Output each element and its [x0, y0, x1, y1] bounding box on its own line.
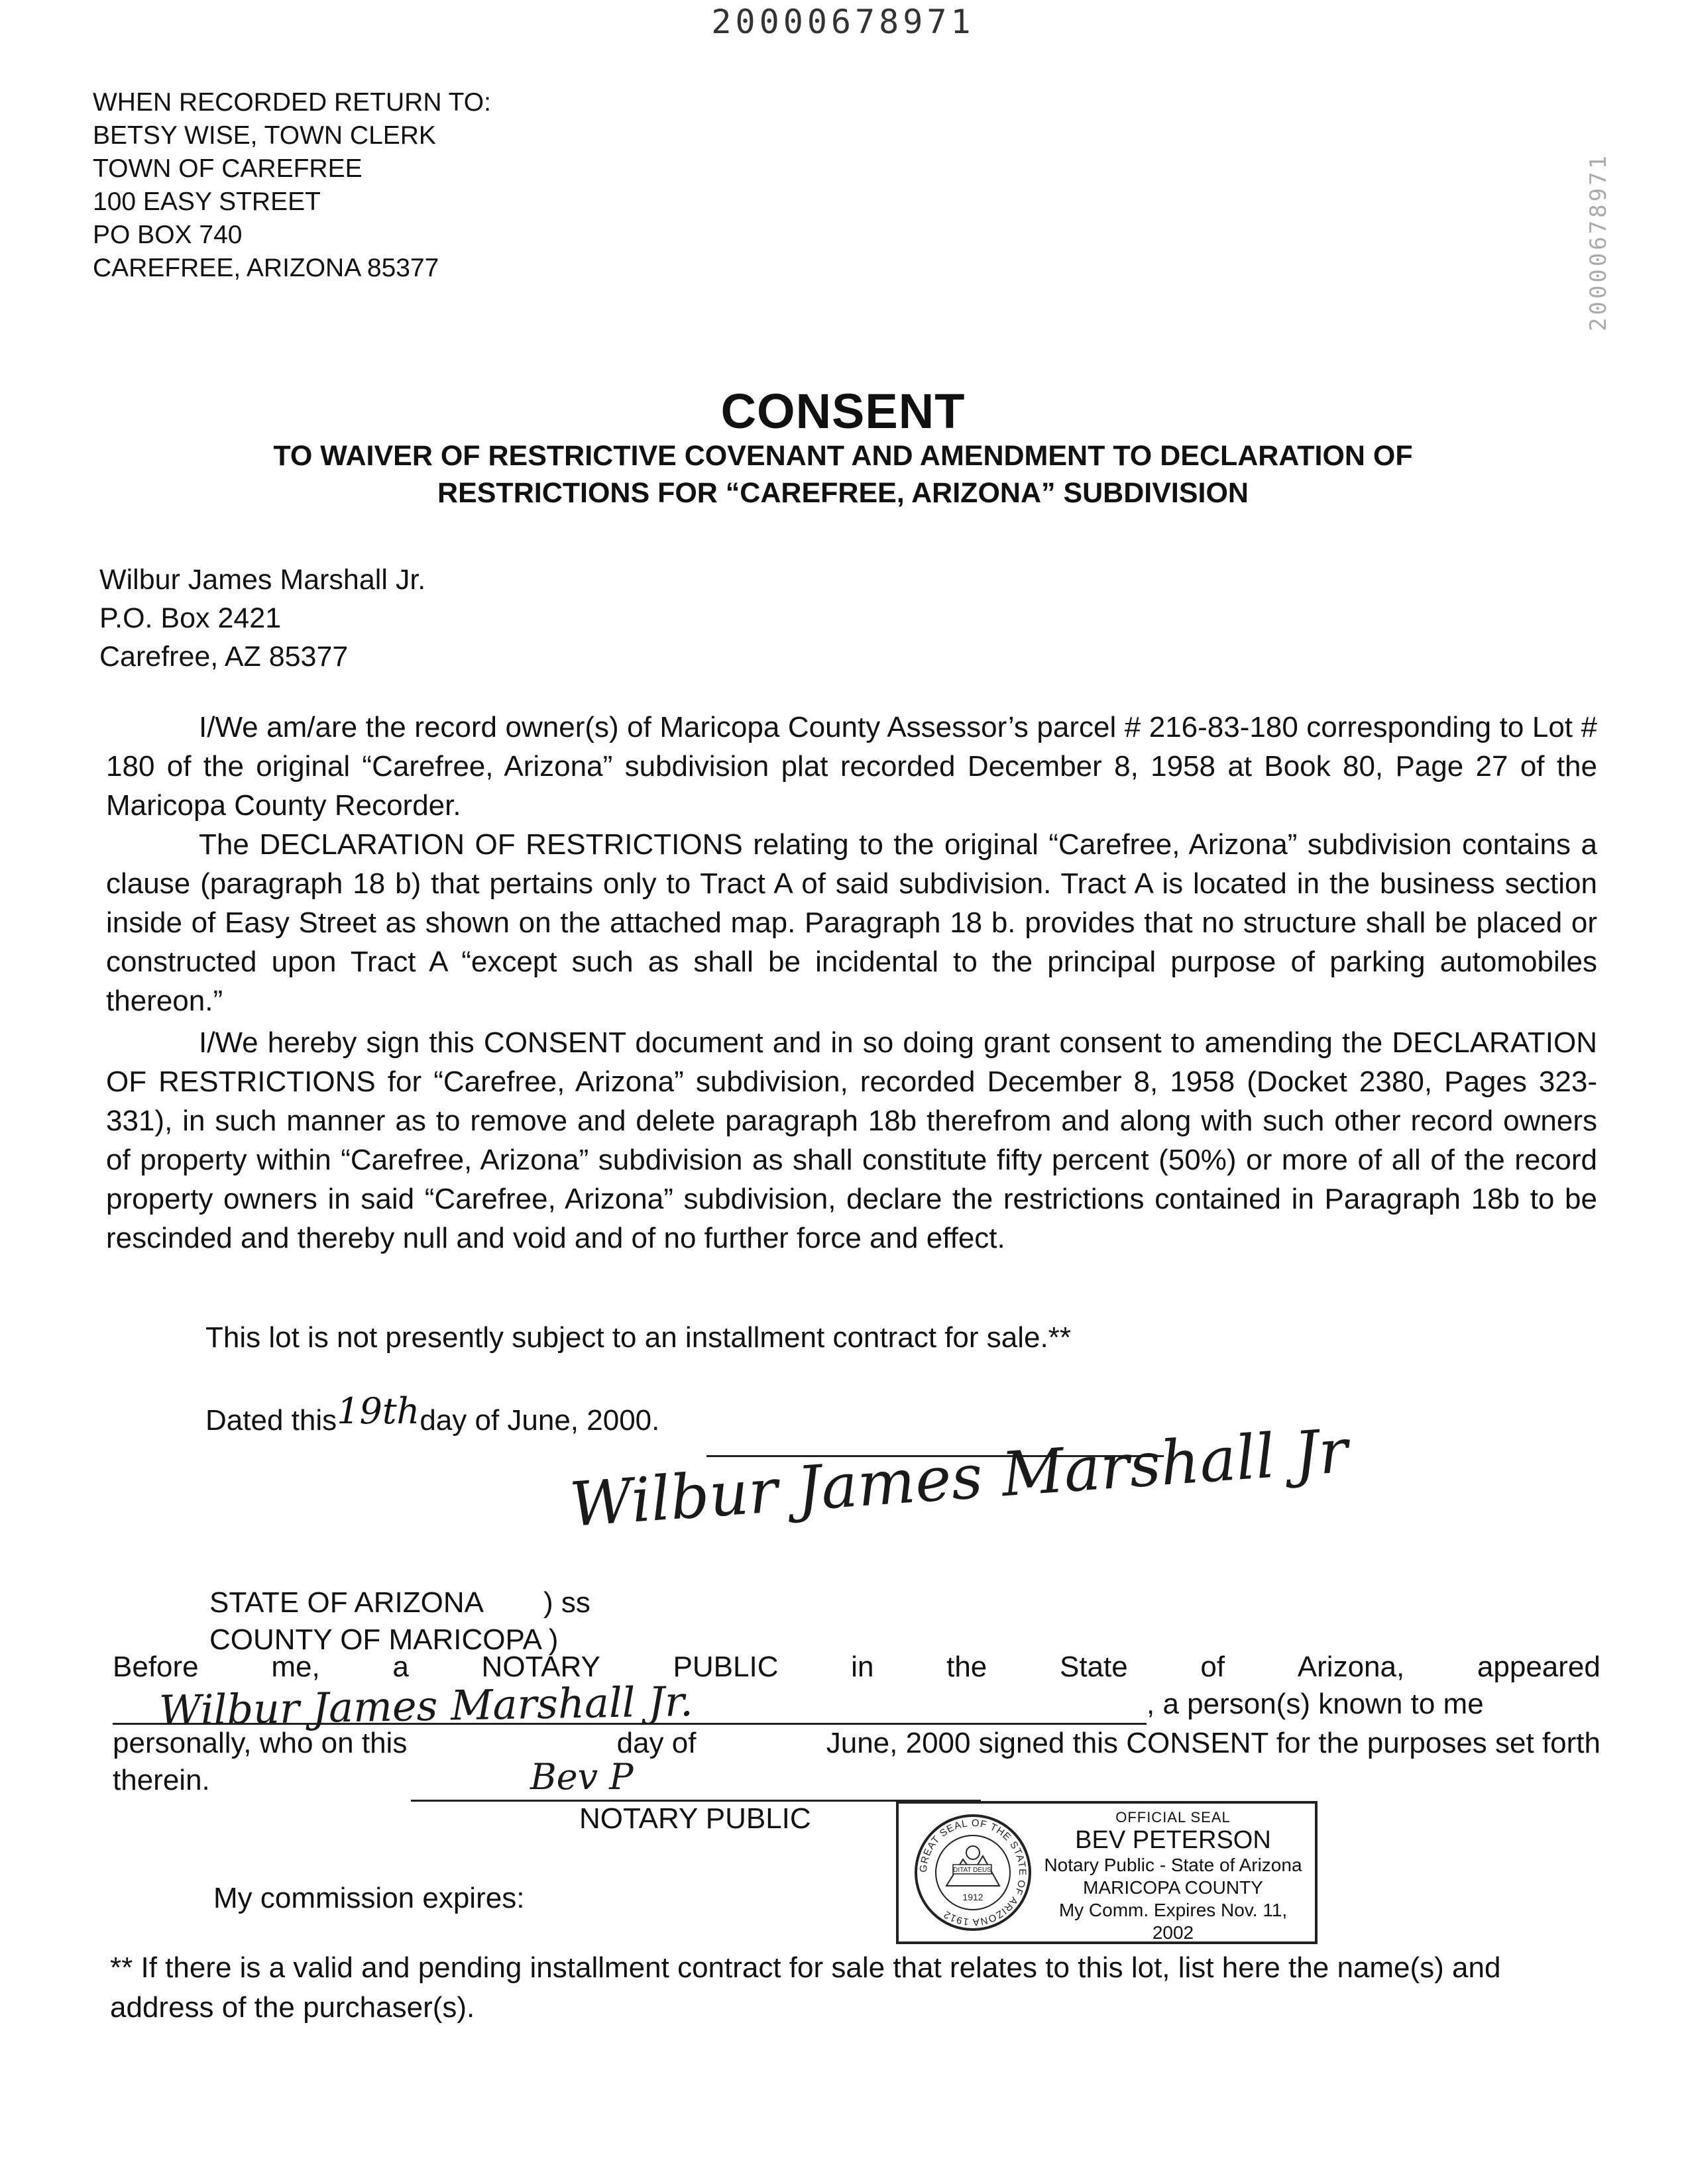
- seal-heading: OFFICIAL SEAL: [1115, 1809, 1231, 1826]
- notary-row-3-mid: day of: [616, 1727, 697, 1759]
- notary-row-3-prefix: personally, who on this: [113, 1727, 408, 1759]
- seal-motto: DITAT DEUS: [953, 1867, 991, 1874]
- consent-body: [106, 708, 1597, 1258]
- body-paragraph-3: I/We hereby sign this CONSENT document and in so doing grant consent to amending the DECLARATION OF RESTRICTIONS for “Carefree, Arizona” subdivision, recorded December 8, 1958 (Docket 2380, Pages 323-331), in such manner as to remove and delete paragraph 18b therefrom and along with such other record owners of property within “Carefree, Arizona” subdivision as shall constitute fifty percent (50%) or more of all of the record property owners in said “Carefree, Arizona” subdivision, declare the restrictions contained in Paragraph 18b to be rescinded and thereby null and void and of no further force and effect.: [106, 1026, 1597, 1254]
- return-line: WHEN RECORDED RETURN TO:: [93, 88, 491, 117]
- installment-note: This lot is not presently subject to an installment contract for sale.**: [205, 1321, 1071, 1354]
- owner-name: Wilbur James Marshall Jr.: [99, 564, 426, 596]
- return-line: 100 EASY STREET: [93, 188, 321, 216]
- owner-address-line-2: Carefree, AZ 85377: [99, 641, 349, 673]
- notary-row-3-suffix: June, 2000 signed this CONSENT for the purposes set forth: [826, 1727, 1601, 1759]
- seal-line-3: MARICOPA COUNTY: [1083, 1877, 1263, 1898]
- notary-public-label: NOTARY PUBLIC: [579, 1802, 811, 1835]
- document-subtitle: [152, 437, 1534, 512]
- notary-row-2-suffix: , a person(s) known to me: [1147, 1688, 1484, 1720]
- dated-line: [205, 1390, 660, 1439]
- return-line: BETSY WISE, TOWN CLERK: [93, 121, 436, 150]
- return-line: CAREFREE, ARIZONA 85377: [93, 254, 439, 282]
- notary-seal: [896, 1801, 1318, 1944]
- dated-prefix: Dated this: [205, 1404, 337, 1437]
- subtitle-line-1: TO WAIVER OF RESTRICTIVE COVENANT AND AMENDMENT TO DECLARATION OF: [273, 440, 1413, 472]
- notary-signature-line: [411, 1800, 981, 1802]
- notary-word: in: [851, 1651, 874, 1683]
- venue-ss: ) ss: [543, 1586, 590, 1619]
- subtitle-line-2: RESTRICTIONS FOR “CAREFREE, ARIZONA” SUBDIVISION: [437, 477, 1249, 509]
- side-stamp: 20000678971: [1585, 152, 1612, 331]
- return-line: PO BOX 740: [93, 221, 243, 249]
- notary-word: appeared: [1477, 1651, 1601, 1683]
- notary-row-4: [113, 1762, 1601, 1799]
- dated-day-handwritten: 19th: [337, 1390, 420, 1432]
- document-title: CONSENT: [720, 384, 966, 439]
- return-address-block: [93, 86, 491, 285]
- footnote: ** If there is a valid and pending installment contract for sale that relates to this lot, list here the name(s) and address of the purchaser(s).: [110, 1951, 1501, 2024]
- body-paragraph-1: I/We am/are the record owner(s) of Maricopa County Assessor’s parcel # 216-83-180 corresponding to Lot # 180 of the original “Carefree, Arizona” subdivision plat recorded December 8, 1958 at Book 80, Page 27 of the Maricopa County Recorder.: [106, 711, 1597, 822]
- venue-county: COUNTY OF MARICOPA ): [209, 1623, 559, 1656]
- notary-word: me,: [271, 1651, 320, 1683]
- commission-expires-label: My commission expires:: [213, 1882, 525, 1914]
- return-line: TOWN OF CAREFREE: [93, 154, 363, 183]
- seal-year: 1912: [962, 1892, 984, 1902]
- notary-row-4-text: therein.: [113, 1764, 210, 1796]
- owner-signature: Wilbur James Marshall Jr: [567, 1415, 1351, 1541]
- document-number: 20000678971: [711, 3, 975, 41]
- notary-word: PUBLIC: [673, 1651, 779, 1683]
- seal-line-2: Notary Public - State of Arizona: [1044, 1855, 1302, 1875]
- owner-address-line-1: P.O. Box 2421: [99, 602, 282, 634]
- venue-state-label: STATE OF ARIZONA: [209, 1586, 484, 1619]
- notary-row-1: [113, 1649, 1601, 1686]
- state-seal-emblem: [913, 1813, 1033, 1932]
- dated-suffix: day of June, 2000.: [420, 1404, 660, 1437]
- notary-word: NOTARY: [481, 1651, 600, 1683]
- appearer-name-handwritten: Wilbur James Marshall Jr.: [158, 1676, 694, 1735]
- seal-notary-name: BEV PETERSON: [1075, 1826, 1271, 1854]
- notary-word: of: [1200, 1651, 1225, 1683]
- seal-line-4: My Comm. Expires Nov. 11, 2002: [1058, 1900, 1288, 1943]
- body-paragraph-2: The DECLARATION OF RESTRICTIONS relating to the original “Carefree, Arizona” subdivision contains a clause (paragraph 18 b) that pertains only to Tract A of said subdivision. Tract A is located in the business section inside of Easy Street as shown on the attached map. Paragraph 18 b. provides that no structure shall be placed or constructed upon Tract A “except such as shall be incidental to the principal purpose of parking automobiles thereon.”: [106, 828, 1597, 1017]
- venue-state: [209, 1586, 590, 1619]
- notary-word: Arizona,: [1297, 1651, 1405, 1683]
- notary-signature-handwritten: Bev P: [530, 1756, 634, 1798]
- notary-word: State: [1059, 1651, 1128, 1683]
- notary-word: Before: [113, 1651, 199, 1683]
- seal-text-block: [1038, 1809, 1308, 1944]
- notary-word: the: [946, 1651, 987, 1683]
- notary-word: a: [392, 1651, 409, 1683]
- seal-ring-text: GREAT SEAL OF THE STATE OF ARIZONA 1912: [917, 1817, 1029, 1928]
- owner-block: [99, 561, 425, 676]
